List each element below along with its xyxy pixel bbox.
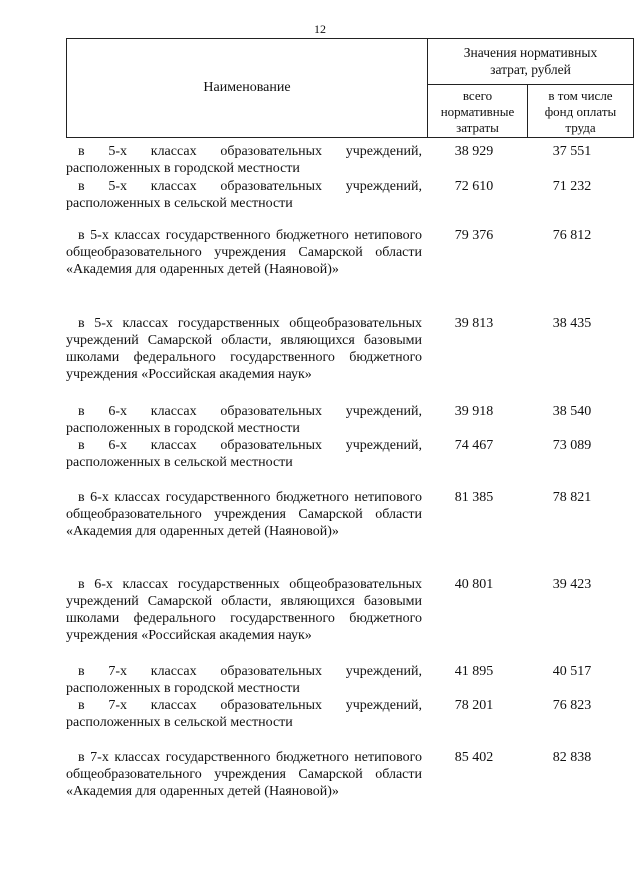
page-number: 12 xyxy=(314,22,326,36)
row-payroll: 73 089 xyxy=(552,438,592,453)
row-name: в 7-х классах образовательных учреждений, расположенных в сельской местности xyxy=(66,698,422,730)
row-total-cost: 38 929 xyxy=(454,144,494,159)
row-name: в 6-х классах государственных общеобразовательных учреждений Самарской области, являющихся базовыми школами федерального государственного бюджетного учреждения «Российская академия наук» xyxy=(66,577,422,643)
row-total-cost: 39 813 xyxy=(454,316,494,331)
row-total-cost: 78 201 xyxy=(454,698,494,713)
values-column-header xyxy=(428,39,633,85)
row-name: в 5-х классах государственного бюджетного нетипового общеобразовательного учреждения Самарской области «Академия для одаренных детей (Наяновой)» xyxy=(66,228,422,277)
row-total-cost: 72 610 xyxy=(454,179,494,194)
total-header-line: всего xyxy=(462,88,493,103)
payroll-header-line: труда xyxy=(565,120,596,135)
row-payroll: 38 435 xyxy=(552,316,592,331)
row-payroll: 40 517 xyxy=(552,664,592,679)
row-name: в 6-х классах государственного бюджетного нетипового общеобразовательного учреждения Самарской области «Академия для одаренных детей (Наяновой)» xyxy=(66,490,422,539)
row-payroll: 82 838 xyxy=(552,750,592,765)
row-payroll: 71 232 xyxy=(552,179,592,194)
row-name: в 6-х классах образовательных учреждений, расположенных в сельской местности xyxy=(66,438,422,470)
total-header-line: затраты xyxy=(456,120,499,135)
payroll-column-header xyxy=(528,85,633,140)
total-column-header xyxy=(428,85,528,137)
row-name: в 6-х классах образовательных учреждений, расположенных в городской местности xyxy=(66,404,422,436)
row-name: в 5-х классах образовательных учреждений, расположенных в городской местности xyxy=(66,144,422,176)
row-payroll: 78 821 xyxy=(552,490,592,505)
row-total-cost: 41 895 xyxy=(454,664,494,679)
name-column-header: Наименование xyxy=(67,39,428,137)
row-total-cost: 39 918 xyxy=(454,404,494,419)
row-total-cost: 40 801 xyxy=(454,577,494,592)
row-total-cost: 85 402 xyxy=(454,750,494,765)
row-name: в 7-х классах государственного бюджетного нетипового общеобразовательного учреждения Самарской области «Академия для одаренных детей (Наяновой)» xyxy=(66,750,422,799)
table-header xyxy=(66,38,634,138)
row-total-cost: 79 376 xyxy=(454,228,494,243)
row-payroll: 76 812 xyxy=(552,228,592,243)
row-payroll: 37 551 xyxy=(552,144,592,159)
values-header-line: Значения нормативных xyxy=(463,45,598,60)
row-name: в 5-х классах государственных общеобразовательных учреждений Самарской области, являющихся базовыми школами федерального государственного бюджетного учреждения «Российская академия наук» xyxy=(66,316,422,382)
values-header-line: затрат, рублей xyxy=(490,62,571,77)
payroll-header-line: в том числе xyxy=(548,88,613,103)
payroll-header-line: фонд оплаты xyxy=(544,104,617,119)
row-payroll: 76 823 xyxy=(552,698,592,713)
row-payroll: 39 423 xyxy=(552,577,592,592)
row-name: в 5-х классах образовательных учреждений, расположенных в сельской местности xyxy=(66,179,422,211)
row-total-cost: 81 385 xyxy=(454,490,494,505)
row-payroll: 38 540 xyxy=(552,404,592,419)
row-name: в 7-х классах образовательных учреждений, расположенных в городской местности xyxy=(66,664,422,696)
row-total-cost: 74 467 xyxy=(454,438,494,453)
total-header-line: нормативные xyxy=(440,104,515,119)
